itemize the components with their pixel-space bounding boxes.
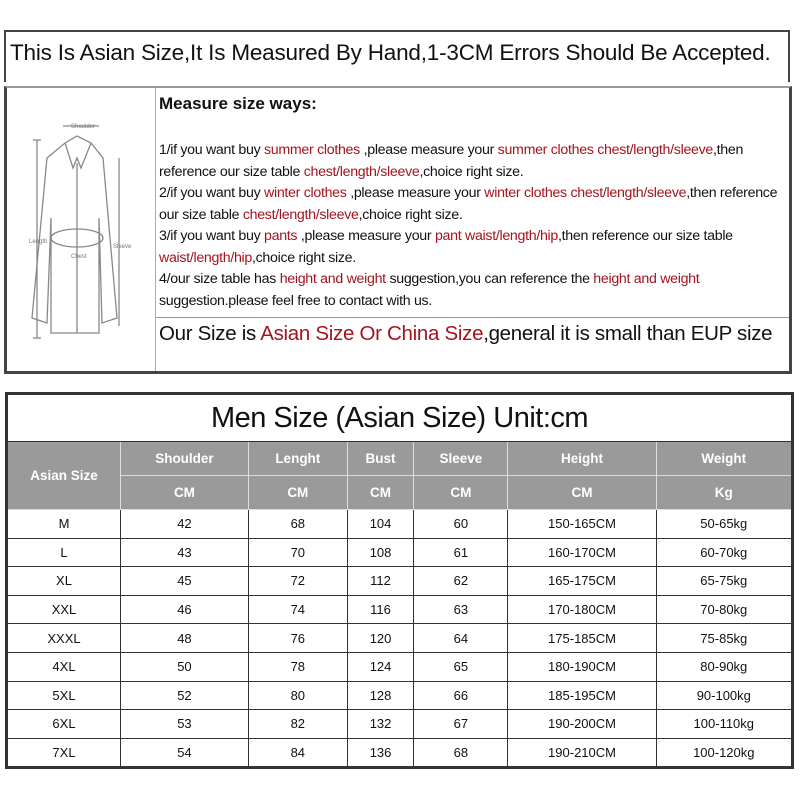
table-row — [7, 595, 793, 624]
table-row — [7, 624, 793, 653]
size-label-cell: L — [7, 538, 121, 567]
text-segment: Our Size is — [159, 322, 261, 345]
table-cell: 43 — [121, 538, 249, 567]
column-unit: CM — [121, 476, 249, 510]
size-label-cell: 7XL — [7, 738, 121, 768]
text-segment: ,then reference our size table — [159, 185, 778, 223]
highlight-text: waist/length/hip — [159, 249, 252, 266]
table-cell: 108 — [347, 538, 414, 567]
table-cell: 78 — [248, 652, 347, 681]
text-segment: ,choice right size. — [419, 163, 524, 180]
table-cell: 120 — [347, 624, 414, 653]
column-header: Height — [508, 442, 656, 476]
table-cell: 48 — [121, 624, 249, 653]
measure-instruction — [159, 269, 789, 312]
table-cell: 190-210CM — [508, 738, 656, 768]
diagram-label-chest: Chest — [71, 254, 87, 260]
text-segment: ,choice right size. — [358, 206, 463, 223]
highlight-text: height and weight — [279, 271, 386, 287]
table-cell: 65-75kg — [656, 567, 792, 596]
table-row — [7, 538, 793, 567]
highlight-text: summer clothes — [264, 142, 360, 158]
table-cell: 170-180CM — [508, 595, 656, 624]
table-cell: 54 — [121, 738, 249, 768]
diagram-label-sleeve: Sleeve — [113, 244, 132, 250]
size-label-cell: 6XL — [7, 710, 121, 739]
highlight-text: Asian Size Or China Size — [260, 322, 484, 345]
table-cell: 100-120kg — [656, 738, 792, 768]
table-cell: 136 — [347, 738, 414, 768]
highlight-text: winter clothes chest/length/sleeve — [484, 185, 687, 201]
table-row — [7, 710, 793, 739]
size-label-cell: 4XL — [7, 652, 121, 681]
measure-instruction — [159, 140, 789, 183]
table-cell: 80-90kg — [656, 652, 792, 681]
table-row — [7, 567, 793, 596]
highlight-text: pant waist/length/hip — [434, 228, 559, 244]
table-cell: 100-110kg — [656, 710, 792, 739]
text-segment: ,general it is small than EUP size — [483, 322, 773, 345]
table-cell: 65 — [414, 652, 508, 681]
column-header: Shoulder — [121, 442, 249, 476]
column-unit: CM — [508, 476, 656, 510]
column-header: Weight — [656, 442, 792, 476]
table-cell: 45 — [121, 567, 249, 596]
table-cell: 61 — [414, 538, 508, 567]
highlight-text: winter clothes — [264, 185, 347, 201]
table-cell: 128 — [347, 681, 414, 710]
table-cell: 104 — [347, 510, 414, 539]
our-size-note — [156, 317, 789, 346]
text-segment: ,please measure your — [346, 185, 485, 201]
table-cell: 63 — [414, 595, 508, 624]
text-segment: 3/if you want buy — [159, 228, 265, 244]
highlight-text: chest/length/sleeve — [303, 163, 420, 180]
table-cell: 67 — [414, 710, 508, 739]
text-segment: 2/if you want buy — [159, 185, 265, 201]
table-cell: 116 — [347, 595, 414, 624]
size-label-cell: XXL — [7, 595, 121, 624]
measure-instruction — [159, 183, 789, 226]
table-cell: 124 — [347, 652, 414, 681]
measure-title: Measure size ways: — [159, 94, 317, 113]
measure-instruction — [159, 226, 789, 269]
table-cell: 70 — [248, 538, 347, 567]
table-row — [7, 510, 793, 539]
table-cell: 70-80kg — [656, 595, 792, 624]
diagram-label-length: Length — [29, 239, 48, 245]
measure-info-panel — [4, 86, 792, 374]
table-row — [7, 652, 793, 681]
column-header: Lenght — [248, 442, 347, 476]
table-cell: 80 — [248, 681, 347, 710]
size-chart-table — [5, 392, 794, 769]
text-segment: ,then reference our size table — [558, 228, 733, 244]
diagram-label-shoulder: Shoulder — [71, 124, 96, 130]
table-title: Men Size (Asian Size) Unit:cm — [7, 394, 793, 442]
shirt-measurement-diagram — [7, 88, 156, 371]
column-header: Bust — [347, 442, 414, 476]
table-row — [7, 738, 793, 768]
table-cell: 150-165CM — [508, 510, 656, 539]
accuracy-banner — [4, 30, 790, 82]
size-label-cell: XL — [7, 567, 121, 596]
table-cell: 75-85kg — [656, 624, 792, 653]
table-cell: 62 — [414, 567, 508, 596]
table-cell: 53 — [121, 710, 249, 739]
table-cell: 175-185CM — [508, 624, 656, 653]
column-unit: CM — [347, 476, 414, 510]
shirt-diagram-icon — [7, 88, 153, 372]
text-segment: ,please measure your — [297, 228, 435, 244]
table-row — [7, 681, 793, 710]
table-cell: 52 — [121, 681, 249, 710]
size-label-cell: M — [7, 510, 121, 539]
highlight-text: chest/length/sleeve — [242, 206, 359, 223]
table-cell: 74 — [248, 595, 347, 624]
table-cell: 180-190CM — [508, 652, 656, 681]
highlight-text: pants — [264, 228, 298, 244]
column-unit: CM — [248, 476, 347, 510]
table-cell: 50-65kg — [656, 510, 792, 539]
banner-text: This Is Asian Size,It Is Measured By Hand,1-3CM Errors Should Be Accepted. — [10, 40, 771, 65]
text-segment: 4/our size table has — [159, 271, 280, 287]
text-segment: suggestion,you can reference the — [385, 271, 594, 287]
size-label-cell: 5XL — [7, 681, 121, 710]
table-cell: 60-70kg — [656, 538, 792, 567]
table-cell: 64 — [414, 624, 508, 653]
table-cell: 46 — [121, 595, 249, 624]
table-cell: 84 — [248, 738, 347, 768]
table-cell: 68 — [248, 510, 347, 539]
table-cell: 50 — [121, 652, 249, 681]
text-segment: suggestion.please feel free to contact with us. — [159, 292, 432, 309]
table-cell: 42 — [121, 510, 249, 539]
text-segment: ,please measure your — [359, 142, 498, 158]
table-cell: 165-175CM — [508, 567, 656, 596]
text-segment: 1/if you want buy — [159, 142, 265, 158]
table-cell: 82 — [248, 710, 347, 739]
text-segment: ,choice right size. — [252, 249, 356, 266]
highlight-text: height and weight — [593, 271, 700, 287]
table-cell: 132 — [347, 710, 414, 739]
table-cell: 160-170CM — [508, 538, 656, 567]
table-cell: 185-195CM — [508, 681, 656, 710]
table-cell: 72 — [248, 567, 347, 596]
table-cell: 190-200CM — [508, 710, 656, 739]
highlight-text: summer clothes chest/length/sleeve — [497, 142, 714, 158]
column-unit: Kg — [656, 476, 792, 510]
header-asian-size: Asian Size — [7, 442, 121, 510]
table-cell: 60 — [414, 510, 508, 539]
table-cell: 68 — [414, 738, 508, 768]
table-cell: 112 — [347, 567, 414, 596]
table-cell: 76 — [248, 624, 347, 653]
column-header: Sleeve — [414, 442, 508, 476]
size-label-cell: XXXL — [7, 624, 121, 653]
table-cell: 90-100kg — [656, 681, 792, 710]
column-unit: CM — [414, 476, 508, 510]
text-segment: ,then reference our size table — [159, 142, 744, 180]
table-cell: 66 — [414, 681, 508, 710]
